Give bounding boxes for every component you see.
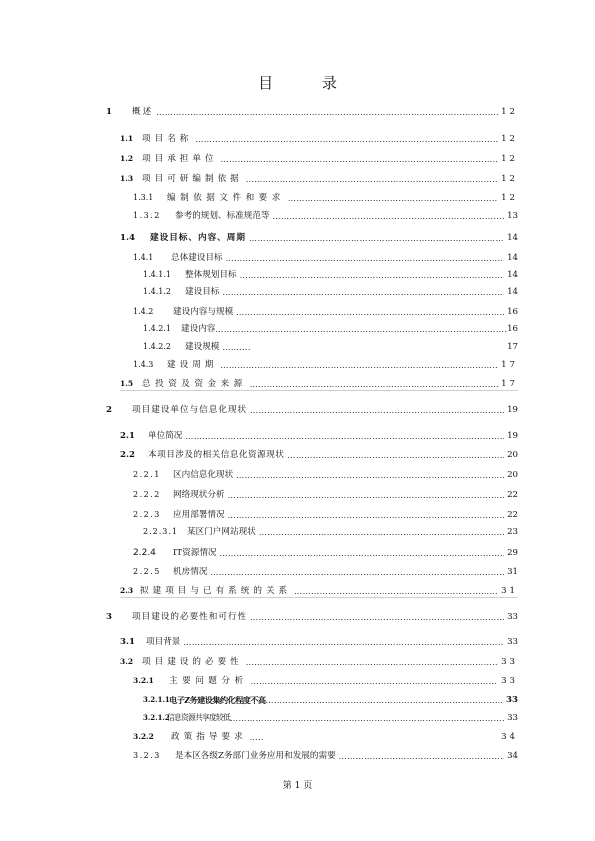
toc-entry-title: 本项目涉及的相关信息化资源现状: [148, 450, 285, 460]
toc-entry-1-4-1[interactable]: [133, 250, 518, 264]
toc-entry-page: 33: [501, 657, 518, 667]
toc-entry-page: 14: [507, 253, 518, 263]
toc-entry-number: 2.2.4: [133, 548, 156, 558]
toc-entry-title: 建设规模: [185, 342, 220, 352]
toc-leader-dots: [220, 548, 505, 559]
toc-leader-dots: [215, 324, 507, 335]
toc-leader-dots: [249, 233, 504, 244]
toc-entry-title: 参考的规划、标准规范等: [175, 211, 270, 221]
toc-entry-2-3[interactable]: [120, 583, 518, 598]
toc-entry-3-2-1[interactable]: [133, 673, 518, 687]
toc-entry-number: 1.2: [120, 154, 134, 163]
toc-leader-dots: [183, 637, 504, 648]
toc-entry-page: 12: [501, 107, 518, 117]
toc-entry-1-3-2[interactable]: [133, 208, 518, 222]
toc-entry-number: 3.2.1.1: [143, 695, 170, 704]
toc-entry-page: 31: [501, 586, 518, 596]
toc-entry-title: 总投资及资金来源: [142, 379, 247, 389]
toc-leader-dots: [236, 470, 504, 481]
toc-entry-number: 2.2.5: [133, 567, 161, 576]
toc-leader-dots: [250, 379, 498, 390]
toc-entry-1-3[interactable]: [120, 171, 518, 185]
toc-entry-number: 3.2.1: [133, 676, 154, 685]
toc-entry-title: 建设内容: [181, 324, 216, 334]
toc-entry-title: 机房情况: [173, 567, 208, 577]
toc-leader-dots: [210, 567, 504, 578]
toc-entry-number: 1.1: [120, 134, 134, 143]
toc-entry-page: 14: [507, 270, 518, 280]
toc-entry-title: 整体规划目标: [185, 270, 237, 280]
toc-entry-number: 2.2.2: [133, 490, 161, 499]
toc-entry-title: 某区门户网站现状: [187, 527, 256, 537]
toc-entry-number: 3.2.1.2: [143, 713, 170, 722]
toc-entry-title: 项目背景: [146, 637, 181, 647]
toc-entry-title: 项目名称: [142, 134, 193, 144]
toc-entry-page: 12: [501, 193, 518, 203]
toc-entry-page: 17: [507, 342, 518, 352]
toc-entry-page: 31: [507, 567, 518, 577]
toc-entry-number: 2.1: [120, 431, 135, 441]
toc-leader-dots: [221, 154, 498, 165]
toc-entry-3-2-1-2[interactable]: [143, 710, 518, 724]
toc-entry-page: 16: [507, 324, 518, 334]
toc-entry-number: 3: [106, 612, 112, 622]
toc-entry-page: 33: [507, 612, 518, 622]
toc-entry-1-1[interactable]: [120, 131, 518, 145]
toc-entry-page: 33: [501, 676, 518, 686]
toc-entry-page: 33: [507, 713, 518, 723]
toc-entry-page: 34: [507, 751, 518, 761]
toc-entry-title: 网络现状分析: [173, 490, 225, 500]
toc-entry-page: 12: [501, 174, 518, 184]
toc-entry-page: 14: [507, 287, 518, 297]
toc-entry-page: 17: [501, 360, 518, 370]
toc-entry-title: 应用部署情况: [173, 510, 225, 520]
toc-entry-1-4-3[interactable]: [133, 357, 518, 371]
toc-entry-page: 34: [501, 732, 518, 742]
toc-entry-1-2[interactable]: [120, 151, 518, 165]
toc-entry-title: 项目承担单位: [142, 154, 218, 164]
toc-entry-number: 3.2: [120, 657, 134, 666]
toc-entry-title: 单位简况: [148, 431, 183, 441]
toc-entry-1-4-2[interactable]: [133, 304, 518, 318]
toc-entry-page: 17: [501, 379, 518, 389]
toc-entry-title: 总体建设目标: [171, 253, 223, 263]
page-footer: 第 1 页: [282, 781, 313, 791]
toc-leader-dots: [230, 713, 505, 724]
toc-entry-2-2-3-1[interactable]: [143, 524, 518, 538]
toc-entry-2-2-3[interactable]: [133, 507, 518, 521]
toc-entry-title: 拟建项目与已有系统的关系: [140, 586, 292, 596]
toc-entry-number: 2.2: [120, 450, 135, 460]
toc-entry-2-2-5[interactable]: [133, 564, 518, 578]
toc-entry-1[interactable]: [106, 104, 518, 118]
toc-leader-dots: [259, 527, 504, 538]
toc-entry-number: 2.2.1: [133, 470, 161, 479]
toc-leader-dots: [246, 657, 498, 668]
toc-entry-title: 建设周期: [167, 360, 218, 370]
toc-entry-2[interactable]: [106, 402, 518, 416]
toc-entry-number: 3.2.3: [133, 751, 161, 760]
toc-entry-page: 23: [507, 527, 518, 537]
toc-leader-dots: [195, 134, 498, 145]
toc-entry-number: 2.2.3.1: [143, 527, 178, 536]
toc-entry-page: 12: [501, 154, 518, 164]
toc-entry-title: 项目建设的必要性和可行性: [132, 612, 248, 622]
toc-entry-title: 项目建设单位与信息化现状: [132, 405, 248, 415]
toc-leader-dots: [339, 751, 504, 762]
toc-entry-page: 33: [506, 695, 518, 705]
toc-entry-page: 20: [507, 450, 518, 460]
toc-entry-3-2[interactable]: [120, 654, 518, 668]
toc-entry-3-2-2[interactable]: [133, 729, 518, 743]
toc-leader-dots: [250, 732, 264, 743]
toc-entry-title: 是本区各级Z务部门业务应用和发展的需要: [175, 751, 336, 761]
toc-entry-title: 区内信息化现状: [173, 470, 234, 480]
toc-entry-page: 22: [507, 510, 518, 520]
toc-entry-number: 3.2.2: [133, 732, 154, 741]
toc-entry-3-2-3[interactable]: [133, 748, 518, 762]
toc-entry-number: 1.4.2: [133, 307, 154, 316]
toc-entry-number: 1.4: [120, 233, 135, 243]
toc-entry-1-4-1-1[interactable]: [143, 267, 518, 281]
toc-entry-page: 16: [507, 307, 518, 317]
toc-entry-title: 政策指导要求: [171, 732, 247, 742]
toc-leader-dots: [265, 695, 504, 706]
toc-entry-title: 电子Z务建设集约化程度不高: [169, 695, 266, 705]
toc-entry-number: 1.4.2.2: [143, 342, 171, 351]
toc-entry-title: 主要问题分析: [169, 676, 248, 686]
toc-entry-number: 1.4.1: [133, 253, 154, 262]
toc-leader-dots: [287, 450, 504, 461]
toc-leader-dots: [228, 510, 504, 521]
toc-entry-1-4-1-2[interactable]: [143, 284, 518, 298]
toc-entry-3[interactable]: [106, 609, 518, 623]
toc-entry-title: 建设目标: [185, 287, 220, 297]
toc-entry-page: 19: [507, 431, 518, 441]
toc-entry-number: 3.1: [120, 637, 135, 647]
toc-entry-number: 1: [106, 107, 112, 117]
toc-entry-number: 1.5: [120, 379, 134, 388]
toc-title: 目 录: [258, 74, 359, 92]
toc-entry-1-4[interactable]: [120, 230, 518, 244]
toc-entry-title: 项目可研编制依据: [142, 174, 243, 184]
toc-leader-dots: [240, 270, 504, 281]
toc-entry-number: 1.3.2: [133, 211, 161, 220]
toc-leader-dots: [250, 405, 504, 416]
toc-entry-number: 1.4.1.1: [143, 270, 171, 279]
toc-leader-dots: [156, 107, 498, 118]
toc-entry-page: 29: [507, 548, 518, 558]
toc-entry-number: 1.4.2.1: [143, 324, 171, 333]
toc-leader-dots: [222, 342, 250, 353]
toc-leader-dots: [185, 431, 504, 442]
toc-entry-number: 1.4.1.2: [143, 287, 171, 296]
toc-leader-dots: [222, 287, 504, 298]
toc-entry-title: 信息资源共享度较低: [167, 713, 230, 722]
toc-leader-dots: [246, 174, 498, 185]
toc-entry-title: IT资源情况: [173, 548, 217, 558]
toc-entry-page: 14: [507, 233, 518, 243]
toc-entry-number: 2.2.3: [133, 510, 161, 519]
toc-entry-1-3-1[interactable]: [133, 190, 518, 204]
toc-entry-number: 2.3: [120, 586, 134, 595]
toc-entry-3-1[interactable]: [120, 634, 518, 648]
toc-entry-number: 1.3: [120, 174, 134, 183]
toc-entry-title: 编制依据文件和要求: [167, 193, 285, 203]
toc-leader-dots: [236, 307, 504, 318]
toc-entry-page: 19: [507, 405, 518, 415]
toc-entry-number: 1.4.3: [133, 360, 154, 369]
toc-entry-title: 概述: [132, 107, 154, 117]
toc-entry-2-2[interactable]: [120, 447, 518, 461]
toc-entry-page: 22: [507, 490, 518, 500]
toc-entry-2-1[interactable]: [120, 428, 518, 442]
toc-leader-dots: [294, 586, 498, 597]
toc-leader-dots: [251, 676, 498, 687]
toc-entry-page: 12: [501, 134, 518, 144]
toc-entry-page: 33: [507, 637, 518, 647]
toc-leader-dots: [220, 360, 498, 371]
toc-entry-1-5[interactable]: [120, 376, 518, 391]
toc-entry-1-4-2-1[interactable]: [143, 321, 518, 335]
toc-entry-3-2-1-1[interactable]: [143, 692, 518, 706]
toc-leader-dots: [228, 490, 504, 501]
toc-leader-dots: [250, 612, 504, 623]
toc-leader-dots: [226, 253, 504, 264]
toc-entry-title: 建设内容与规模: [173, 307, 234, 317]
toc-entry-number: 2: [106, 405, 112, 415]
toc-leader-dots: [273, 211, 505, 222]
toc-entry-2-2-2[interactable]: [133, 487, 518, 501]
toc-entry-title: 项目建设的必要性: [142, 657, 243, 667]
toc-entry-page: 20: [507, 470, 518, 480]
toc-leader-dots: [288, 193, 498, 204]
toc-entry-number: 1.3.1: [133, 193, 154, 202]
toc-entry-2-2-4[interactable]: [133, 545, 518, 559]
toc-entry-page: 13: [507, 211, 518, 221]
toc-entry-title: 建设目标、内容、周期: [150, 233, 246, 243]
toc-entry-1-4-2-2[interactable]: [143, 339, 518, 353]
toc-entry-2-2-1[interactable]: [133, 467, 518, 481]
